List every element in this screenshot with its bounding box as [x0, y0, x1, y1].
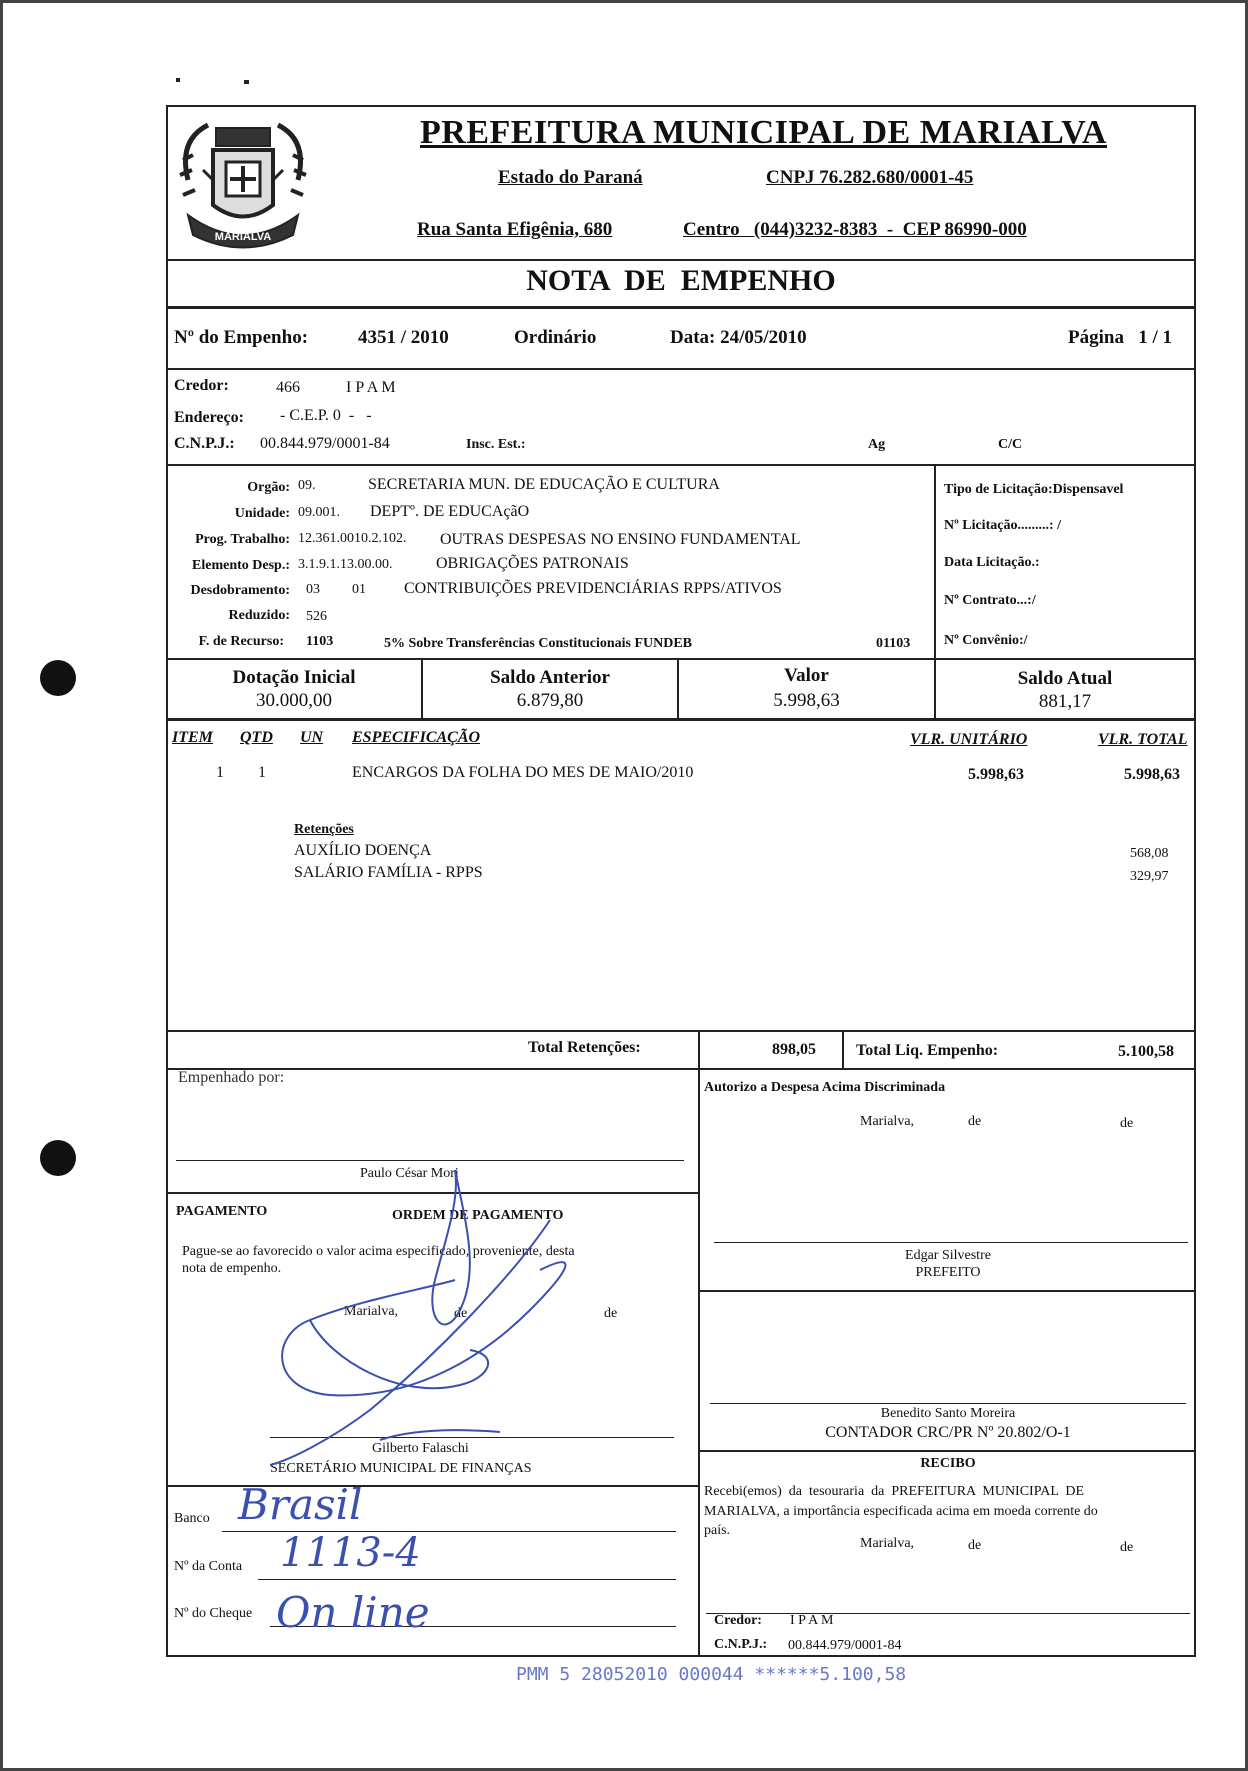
retencao-label: SALÁRIO FAMÍLIA - RPPS [294, 864, 483, 881]
numero-convenio: Nº Convênio:/ [944, 633, 1028, 648]
header-title: PREFEITURA MUNICIPAL DE MARIALVA [420, 114, 1107, 151]
desdobramento-code: 03 [306, 582, 320, 597]
empenho-label: Nº do Empenho: [174, 327, 309, 348]
pagamento-text: nota de empenho. [182, 1261, 282, 1276]
pagamento-city: Marialva, [344, 1304, 399, 1319]
saldo-atual-label: Saldo Atual [1017, 668, 1113, 689]
numero-licitacao: Nº Licitação.........: / [944, 518, 1061, 533]
fonte-code: 1103 [306, 634, 334, 649]
item-number: 1 [216, 764, 224, 781]
autorizo-de: de [1120, 1116, 1134, 1131]
bank-stamp: PMM 5 28052010 000044 ******5.100,58 [516, 1664, 907, 1685]
retencao-value: 568,08 [1130, 846, 1169, 861]
reduzido-label: Reduzido: [228, 608, 290, 623]
speck [176, 78, 180, 82]
divider-vertical [698, 1068, 700, 1657]
item-unit-value: 5.998,63 [968, 766, 1024, 783]
cnpj-label: C.N.P.J.: [174, 435, 235, 452]
divider [166, 718, 1196, 721]
unidade-desc: DEPTº. DE EDUCAçãO [370, 503, 530, 520]
pagamento-de: de [604, 1306, 618, 1321]
orgao-code: 09. [298, 478, 316, 493]
orgao-desc: SECRETARIA MUN. DE EDUCAÇÃO E CULTURA [368, 476, 720, 493]
unidade-code: 09.001. [298, 505, 340, 520]
col-especificacao: ESPECIFICAÇÃO [352, 729, 481, 746]
contador-role: CONTADOR CRC/PR Nº 20.802/O-1 [825, 1424, 1071, 1441]
divider-vertical [934, 464, 936, 658]
empenhado-signer: Paulo César Mori [360, 1166, 459, 1181]
desdobramento-desc: CONTRIBUIÇÕES PREVIDENCIÁRIAS RPPS/ATIVOS [404, 580, 782, 597]
recibo-text: país. [704, 1523, 731, 1538]
divider [166, 658, 1196, 660]
punch-hole [40, 1140, 76, 1176]
empenhado-label: Empenhado por: [178, 1069, 285, 1086]
cheque-label: Nº do Cheque [174, 1606, 253, 1621]
ordem-pagamento-title: ORDEM DE PAGAMENTO [392, 1208, 564, 1223]
divider [698, 1450, 1196, 1452]
recibo-cnpj-value: 00.844.979/0001-84 [788, 1638, 902, 1653]
secretario-signer: Gilberto Falaschi [372, 1441, 469, 1456]
fonte-code-2: 01103 [876, 636, 911, 651]
desdobramento-label: Desdobramento: [190, 583, 290, 598]
handwritten-signature [250, 1160, 670, 1480]
handwritten-cheque: On line [276, 1588, 430, 1637]
speck [244, 80, 249, 84]
credor-label: Credor: [174, 377, 229, 394]
recibo-de: de [1120, 1540, 1134, 1555]
secretario-role: SECRETÁRIO MUNICIPAL DE FINANÇAS [270, 1461, 532, 1476]
cc-label: C/C [998, 437, 1023, 452]
doc-title: NOTA DE EMPENHO [526, 264, 836, 297]
valor-label: Valor [784, 665, 829, 686]
elemento-code: 3.1.9.1.13.00.00. [298, 557, 393, 572]
retencao-label: AUXÍLIO DOENÇA [294, 842, 432, 859]
conta-label: Nº da Conta [174, 1559, 243, 1574]
recibo-city: Marialva, [860, 1536, 915, 1551]
divider [166, 306, 1196, 309]
prefeito-signer: Edgar Silvestre [905, 1248, 991, 1263]
elemento-desc: OBRIGAÇÕES PATRONAIS [436, 555, 629, 572]
col-valor-unitario: VLR. UNITÁRIO [910, 731, 1028, 748]
divider-vertical [842, 1030, 844, 1070]
saldo-atual-value: 881,17 [1038, 691, 1092, 712]
orgao-label: Orgão: [247, 480, 290, 495]
header-state: Estado do Paraná [498, 167, 643, 188]
divider [166, 464, 1196, 466]
fonte-label: F. de Recurso: [198, 634, 284, 649]
empenho-date: Data: 24/05/2010 [670, 327, 807, 348]
dotacao-label: Dotação Inicial [232, 667, 356, 688]
autorizo-de: de [968, 1114, 982, 1129]
recibo-cnpj-label: C.N.P.J.: [714, 1637, 768, 1652]
prefeito-role: PREFEITO [915, 1265, 981, 1280]
signature-line [710, 1403, 1186, 1404]
header-street: Rua Santa Efigênia, 680 [417, 219, 613, 240]
tipo-licitacao: Tipo de Licitação:Dispensavel [944, 482, 1124, 497]
item-qtd: 1 [258, 764, 266, 781]
recibo-credor-label: Credor: [714, 1613, 762, 1628]
empenho-type: Ordinário [514, 327, 597, 348]
prog-code: 12.361.0010.2.102. [298, 531, 407, 546]
credor-name: I P A M [346, 379, 396, 396]
total-liquido-value: 5.100,58 [1118, 1043, 1174, 1060]
coat-of-arms-logo [168, 110, 318, 260]
divider-vertical [698, 1030, 700, 1070]
recibo-credor-value: I P A M [790, 1613, 834, 1628]
retencoes-title: Retenções [294, 822, 354, 837]
saldo-anterior-value: 6.879,80 [516, 690, 584, 711]
saldo-anterior-label: Saldo Anterior [490, 667, 610, 688]
divider [166, 368, 1196, 370]
item-total-value: 5.998,63 [1124, 766, 1180, 783]
data-licitacao: Data Licitação.: [944, 555, 1040, 570]
credor-code: 466 [276, 379, 300, 396]
prog-desc: OUTRAS DESPESAS NO ENSINO FUNDAMENTAL [440, 531, 801, 548]
fonte-desc: 5% Sobre Transferências Constitucionais FUNDEB [384, 636, 693, 651]
svg-text:MARIALVA: MARIALVA [214, 231, 272, 243]
header-address: Centro (044)3232-8383 - CEP 86990-000 [683, 219, 1027, 240]
col-item: ITEM [172, 729, 213, 746]
col-un: UN [300, 729, 324, 746]
endereco-label: Endereço: [174, 409, 244, 426]
autorizo-label: Autorizo a Despesa Acima Discriminada [704, 1080, 946, 1095]
total-liquido-label: Total Liq. Empenho: [856, 1042, 999, 1059]
punch-hole [40, 660, 76, 696]
divider [166, 1030, 1196, 1032]
pagamento-text: Pague-se ao favorecido o valor acima especificado, proveniente, desta [182, 1244, 575, 1259]
divider [698, 1290, 1196, 1292]
pagamento-de: de [454, 1306, 468, 1321]
empenho-number: 4351 / 2010 [358, 327, 449, 348]
banco-label: Banco [174, 1511, 210, 1526]
elemento-label: Elemento Desp.: [192, 558, 290, 573]
contador-signer: Benedito Santo Moreira [880, 1406, 1016, 1421]
prog-label: Prog. Trabalho: [195, 532, 290, 547]
unidade-label: Unidade: [234, 506, 290, 521]
autorizo-city: Marialva, [860, 1114, 915, 1129]
total-retencoes-value: 898,05 [772, 1041, 816, 1058]
col-valor-total: VLR. TOTAL [1098, 731, 1188, 748]
item-desc: ENCARGOS DA FOLHA DO MES DE MAIO/2010 [352, 764, 694, 781]
handwritten-conta: 1113-4 [280, 1530, 421, 1576]
cnpj-value: 00.844.979/0001-84 [260, 435, 390, 452]
reduzido-value: 526 [306, 609, 327, 624]
col-qtd: QTD [240, 729, 273, 746]
pagamento-label: PAGAMENTO [176, 1204, 268, 1219]
handwritten-banco: Brasil [238, 1480, 363, 1529]
endereco-value: - C.E.P. 0 - - [280, 407, 372, 424]
numero-contrato: Nº Contrato...:/ [944, 593, 1036, 608]
divider [166, 1068, 1196, 1070]
header-cnpj: CNPJ 76.282.680/0001-45 [766, 167, 974, 188]
recibo-text: Recebi(emos) da tesouraria da PREFEITURA MUNICIPAL DE [704, 1484, 1085, 1499]
insc-label: Insc. Est.: [466, 437, 526, 452]
retencao-value: 329,97 [1130, 869, 1169, 884]
recibo-title: RECIBO [920, 1456, 976, 1471]
signature-line [706, 1613, 1190, 1614]
dotacao-value: 30.000,00 [256, 690, 332, 711]
valor-value: 5.998,63 [773, 690, 840, 711]
total-retencoes-label: Total Retenções: [528, 1039, 641, 1056]
signature-line [714, 1242, 1188, 1243]
ag-label: Ag [868, 437, 886, 452]
desdobramento-code: 01 [352, 582, 366, 597]
recibo-de: de [968, 1538, 982, 1553]
recibo-text: MARIALVA, a importância especificada acima em moeda corrente do [704, 1504, 1098, 1519]
empenho-page: Página 1 / 1 [1068, 327, 1172, 348]
divider [166, 259, 1196, 261]
